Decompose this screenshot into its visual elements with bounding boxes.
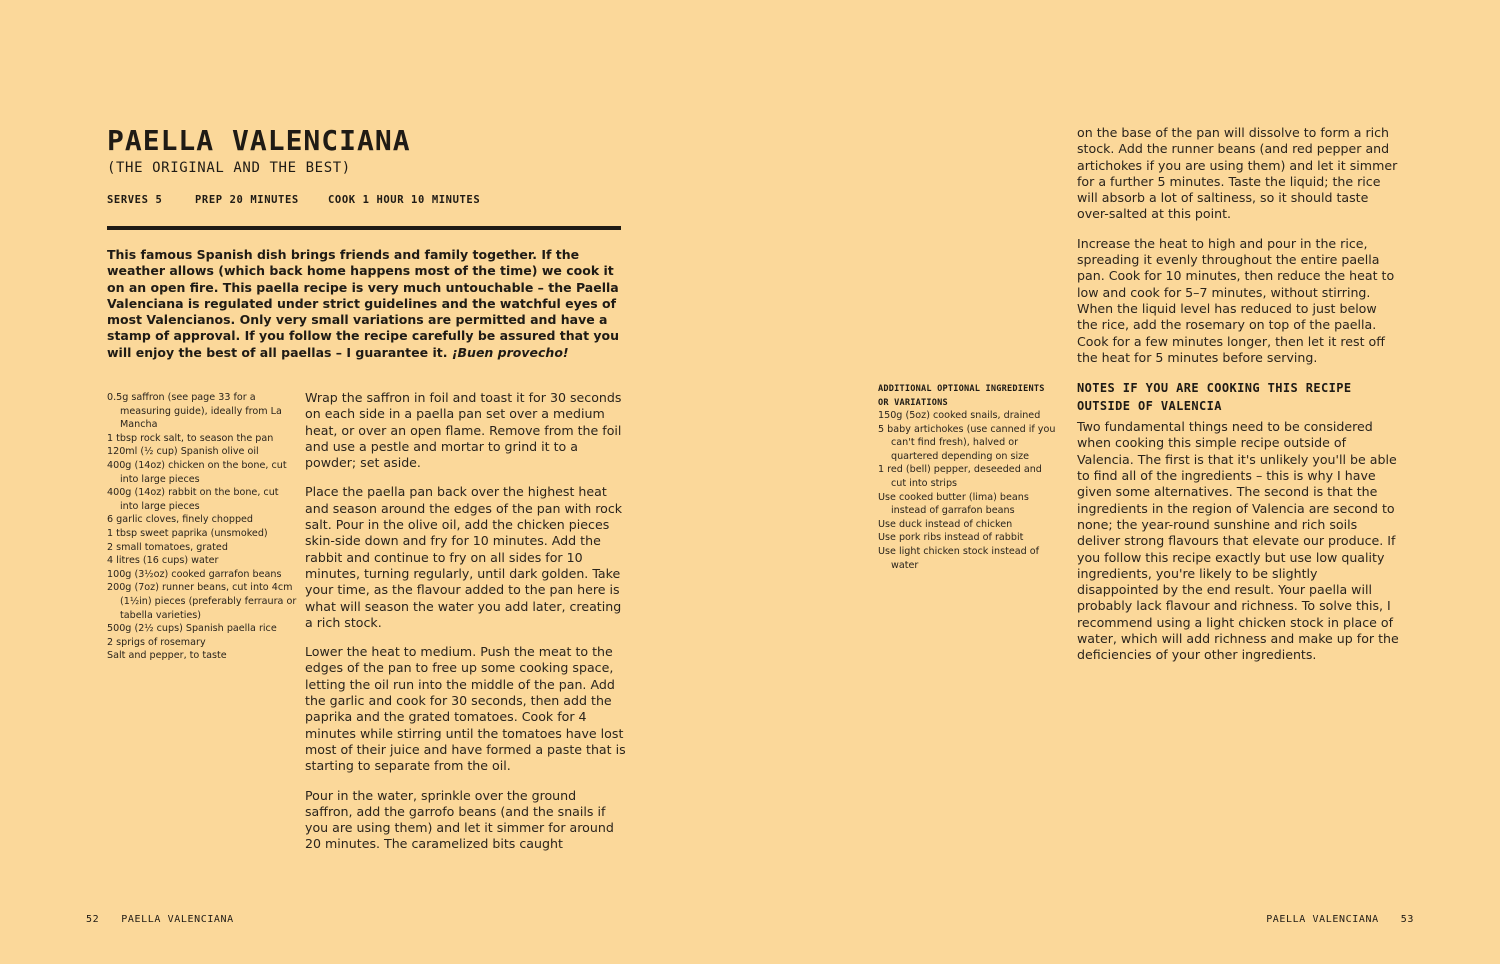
serves-info: SERVES 5 bbox=[107, 194, 163, 206]
page-number-right: 53 bbox=[1400, 914, 1414, 925]
optional-item: Use pork ribs instead of rabbit bbox=[878, 532, 1024, 544]
ingredient-item: 500g (2½ cups) Spanish paella rice bbox=[107, 623, 277, 635]
optional-item: Use cooked butter (lima) beans instead of garrafon beans bbox=[878, 491, 1029, 517]
prep-time: PREP 20 MINUTES bbox=[195, 194, 299, 206]
ingredient-item: 0.5g saffron (see page 33 for a measuring guide), ideally from La Mancha bbox=[107, 392, 282, 431]
notes-text: Two fundamental things need to be considered when cooking this simple recipe outside of Valencia. The first is that it's unlikely you'll be able to find all of the ingredients – this is why I have given some alternatives. The second is that the ingredients in the region of Valencia are second to none; the year-round sunshine and rich soils deliver strong flavours that elevate our produce. If you follow this recipe exactly but use low quality ingredients, you're likely to be slightly disappointed by the end result. Your paella will probably lack flavour and richness. To solve this, I recommend using a light chicken stock in place of water, which will add richness and make up for the deficiencies of your other ingredients. bbox=[1077, 419, 1399, 663]
method-step: on the base of the pan will dissolve to form a rich stock. Add the runner beans (and red pepper and artichokes if you are using them) and let it simmer for a further 5 minutes. Taste the liquid; the rice will absorb a lot of saltiness, so it should taste over-salted at this point. bbox=[1077, 125, 1398, 222]
optional-ingredients-list bbox=[878, 409, 1058, 572]
ingredient-item: 2 sprigs of rosemary bbox=[107, 636, 206, 648]
optional-ingredients-heading: ADDITIONAL OPTIONAL INGREDIENTS OR VARIATIONS bbox=[878, 384, 1045, 408]
footer-left bbox=[64, 914, 234, 925]
ingredient-item: 120ml (½ cup) Spanish olive oil bbox=[107, 446, 259, 458]
method-step: Place the paella pan back over the highest heat and season around the edges of the pan with rock salt. Pour in the olive oil, add the chicken pieces skin-side down and fry for 10 minutes. Add the rabbit and continue to fry on all sides for 10 minutes, turning regularly, until dark golden. Take your time, as the flavour added to the pan here is what will season the water you add later, creating a rich stock. bbox=[305, 484, 623, 630]
ingredients-list bbox=[107, 391, 297, 663]
intro-text: This famous Spanish dish brings friends and family together. If the weather allows (which back home happens most of the time) we cook it on an open fire. This paella recipe is very much untouchable – the Paella Valenciana is regulated under strict guidelines and the watchful eyes of most Valencianos. Only very small variations are permitted and have a stamp of approval. If you follow the recipe carefully be assured that you will enjoy the best of all paellas – I guarantee it. bbox=[107, 247, 620, 360]
recipe-subtitle: (THE ORIGINAL AND THE BEST) bbox=[107, 160, 351, 176]
method-step: Pour in the water, sprinkle over the ground saffron, add the garrofo beans (and the snails if you are using them) and let it simmer for around 20 minutes. The caramelized bits caught bbox=[305, 787, 614, 852]
ingredient-item: 2 small tomatoes, grated bbox=[107, 541, 228, 553]
page-number-left: 52 bbox=[86, 914, 100, 925]
ingredient-item: 400g (14oz) rabbit on the bone, cut into large pieces bbox=[107, 487, 279, 512]
notes-heading: NOTES IF YOU ARE COOKING THIS RECIPE OUTSIDE OF VALENCIA bbox=[1077, 381, 1352, 414]
method-column bbox=[305, 390, 627, 866]
cook-time: COOK 1 HOUR 10 MINUTES bbox=[328, 194, 481, 206]
optional-item: 1 red (bell) pepper, deseeded and cut into strips bbox=[878, 464, 1042, 489]
ingredient-item: 1 tbsp rock salt, to season the pan bbox=[107, 432, 274, 444]
ingredient-item: 400g (14oz) chicken on the bone, cut into large pieces bbox=[107, 459, 287, 485]
ingredient-item: 100g (3½oz) cooked garrafon beans bbox=[107, 568, 282, 580]
optional-item: 150g (5oz) cooked snails, drained bbox=[878, 410, 1041, 421]
optional-item: Use light chicken stock instead of water bbox=[878, 545, 1040, 571]
ingredient-item: 4 litres (16 cups) water bbox=[107, 555, 219, 567]
running-title-right: PAELLA VALENCIANA bbox=[1266, 914, 1379, 925]
ingredient-item: 200g (7oz) runner beans, cut into 4cm (1½in) pieces (preferably ferraura or tabella varieties) bbox=[107, 582, 297, 621]
ingredient-item: 6 garlic cloves, finely chopped bbox=[107, 514, 254, 526]
method-step: Lower the heat to medium. Push the meat to the edges of the pan to free up some cooking space, letting the oil run into the middle of the pan. Add the garlic and cook for 30 seconds, then add the paprika and the grated tomatoes. Cook for 4 minutes while stirring until the tomatoes have lost most of their juice and have formed a paste that is starting to separate from the oil. bbox=[305, 644, 626, 774]
method-step: Increase the heat to high and pour in the rice, spreading it evenly throughout the entire paella pan. Cook for 10 minutes, then reduce the heat to low and cook for 5–7 minutes, without stirring. When the liquid level has reduced to just below the rice, add the rosemary on top of the paella. Cook for a few minutes longer, then let it rest off the heat for 5 minutes before serving. bbox=[1077, 235, 1395, 365]
running-title-left: PAELLA VALENCIANA bbox=[121, 914, 234, 925]
recipe-intro bbox=[107, 247, 625, 361]
ingredient-item: Salt and pepper, to taste bbox=[107, 650, 227, 662]
footer-right bbox=[1266, 914, 1436, 925]
recipe-title: PAELLA VALENCIANA bbox=[107, 124, 411, 157]
method-step: Wrap the saffron in foil and toast it for 30 seconds on each side in a paella pan set over a medium heat, or over an open flame. Remove from the foil and use a pestle and mortar to grind it to a powder; set aside. bbox=[305, 390, 622, 471]
header-divider bbox=[107, 226, 621, 230]
intro-sign-off: ¡Buen provecho! bbox=[451, 344, 569, 360]
optional-item: Use duck instead of chicken bbox=[878, 518, 1013, 530]
optional-item: 5 baby artichokes (use canned if you can't find fresh), halved or quartered depending on size bbox=[878, 423, 1056, 462]
ingredient-item: 1 tbsp sweet paprika (unsmoked) bbox=[107, 527, 268, 539]
method-continued-column bbox=[1077, 125, 1401, 677]
